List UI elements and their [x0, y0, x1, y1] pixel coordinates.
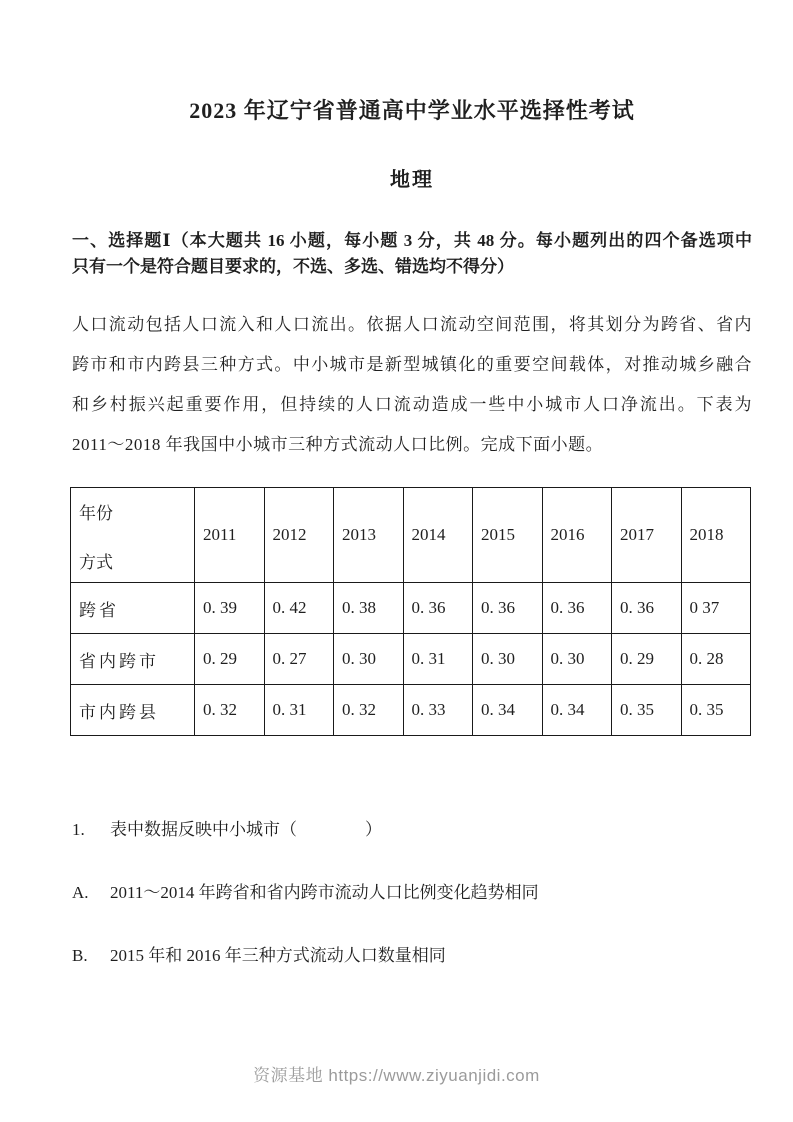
intro-paragraph — [72, 305, 752, 465]
year-header: 2017 — [612, 488, 682, 583]
table-cell: 0. 31 — [264, 685, 334, 736]
table-cell: 0. 42 — [264, 583, 334, 634]
table-cell: 0. 35 — [612, 685, 682, 736]
table-cell: 0. 28 — [681, 634, 751, 685]
table-cell: 0. 31 — [403, 634, 473, 685]
year-header: 2012 — [264, 488, 334, 583]
option-marker: A. — [72, 883, 89, 902]
question-1-option-a — [72, 883, 752, 903]
table-header-row — [71, 488, 751, 583]
table-cell: 0. 30 — [542, 634, 612, 685]
section-heading — [72, 228, 752, 280]
table-cell: 0. 38 — [334, 583, 404, 634]
section-heading-line-1: 一、选择题Ⅰ（本大题共 16 小题，每小题 3 分，共 48 分。每小题列出的四个备选项中 — [72, 231, 752, 250]
page-title: 2023 年辽宁省普通高中学业水平选择性考试 — [189, 98, 635, 123]
table-cell: 0. 39 — [195, 583, 265, 634]
subject-title: 地理 — [390, 169, 434, 191]
table-cell: 0. 36 — [473, 583, 543, 634]
table-cell: 0 37 — [681, 583, 751, 634]
table-cell: 0. 30 — [334, 634, 404, 685]
table-cell: 0. 34 — [542, 685, 612, 736]
table-corner-cell — [71, 488, 195, 583]
table-cell: 0. 29 — [612, 634, 682, 685]
year-header: 2014 — [403, 488, 473, 583]
question-1-option-b — [72, 946, 752, 966]
option-text: 2011～2014 年跨省和省内跨市流动人口比例变化趋势相同 — [110, 883, 539, 902]
table-cell: 0. 29 — [195, 634, 265, 685]
year-header: 2018 — [681, 488, 751, 583]
year-header: 2016 — [542, 488, 612, 583]
option-marker: B. — [72, 946, 88, 965]
section-heading-line-2: 只有一个是符合题目要求的，不选、多选、错选均不得分） — [72, 257, 514, 276]
table-row — [71, 583, 751, 634]
page-content — [0, 97, 793, 966]
table-cell: 0. 36 — [542, 583, 612, 634]
year-header: 2015 — [473, 488, 543, 583]
intro-line-2: 跨市和市内跨县三种方式。中小城市是新型城镇化的重要空间载体，对推动城乡融合 — [72, 355, 752, 374]
table-row — [71, 685, 751, 736]
table-cell: 0. 27 — [264, 634, 334, 685]
table-cell: 0. 32 — [334, 685, 404, 736]
table-corner-inner — [79, 489, 192, 581]
row-label: 省内跨市 — [71, 634, 195, 685]
year-header: 2011 — [195, 488, 265, 583]
corner-label-mode: 方式 — [79, 553, 113, 572]
table-cell: 0. 33 — [403, 685, 473, 736]
table-row — [71, 634, 751, 685]
option-text: 2015 年和 2016 年三种方式流动人口数量相同 — [110, 946, 446, 965]
table-cell: 0. 36 — [403, 583, 473, 634]
table-cell: 0. 36 — [612, 583, 682, 634]
footer-link[interactable]: 资源基地 https://www.ziyuanjidi.com — [253, 1066, 540, 1085]
table-cell: 0. 30 — [473, 634, 543, 685]
watermark-footer — [0, 1061, 793, 1086]
table-cell: 0. 34 — [473, 685, 543, 736]
row-label: 跨省 — [71, 583, 195, 634]
question-number: 1. — [72, 820, 85, 839]
population-flow-table — [70, 487, 751, 736]
corner-label-year: 年份 — [79, 504, 113, 523]
intro-line-3: 和乡村振兴起重要作用，但持续的人口流动造成一些中小城市人口净流出。下表为 — [72, 395, 752, 414]
question-1 — [72, 820, 752, 840]
table-cell: 0. 35 — [681, 685, 751, 736]
row-label: 市内跨县 — [71, 685, 195, 736]
year-header: 2013 — [334, 488, 404, 583]
intro-line-1: 人口流动包括人口流入和人口流出。依据人口流动空间范围，将其划分为跨省、省内 — [72, 315, 752, 334]
intro-line-4: 2011～2018 年我国中小城市三种方式流动人口比例。完成下面小题。 — [72, 435, 604, 454]
table-cell: 0. 32 — [195, 685, 265, 736]
question-text: 表中数据反映中小城市（ ） — [110, 820, 382, 839]
